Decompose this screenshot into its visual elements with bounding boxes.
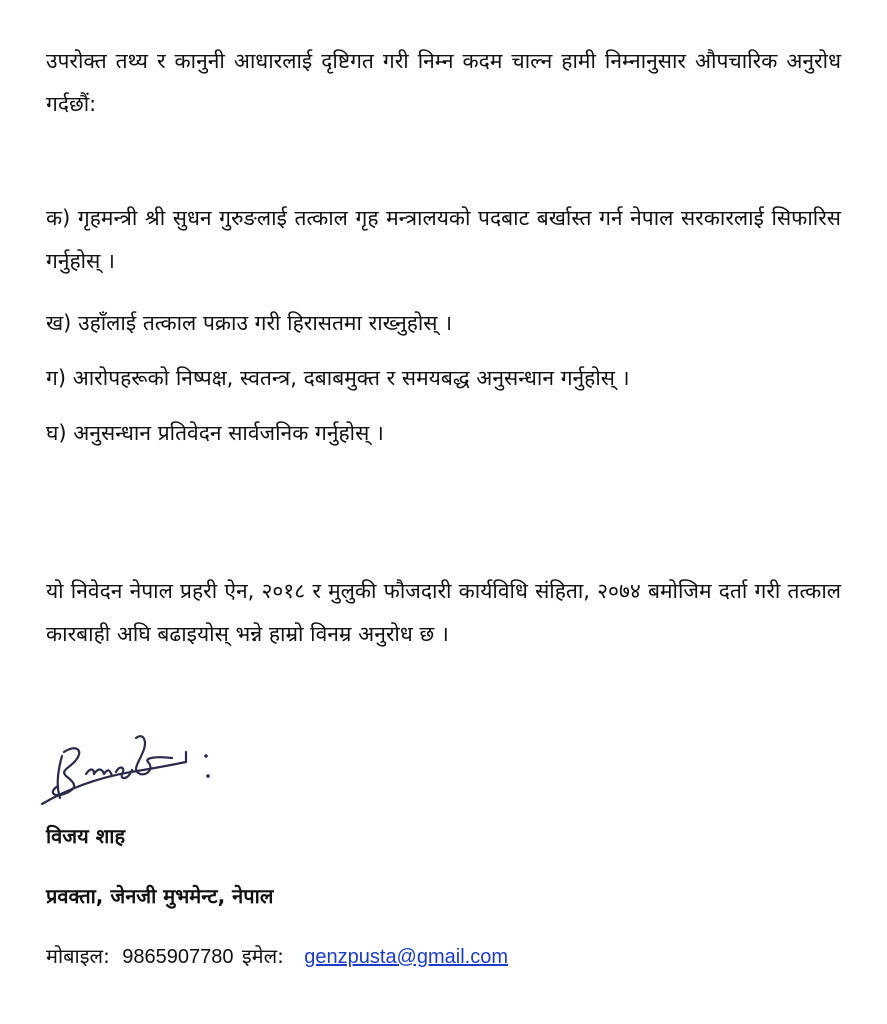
closing-paragraph: यो निवेदन नेपाल प्रहरी ऐन, २०१८ र मुलुकी फौजदारी कार्यविधि संहिता, २०७४ बमोजिम दर्ता गरी तत्काल कारबाही अघि बढाइयोस् भन्ने हाम्रो विनम्र अनुरोध छ । <box>46 579 841 646</box>
request-marker: क) <box>46 206 71 230</box>
request-marker: ग) <box>46 366 67 390</box>
email-link[interactable]: genzpusta@gmail.com <box>304 946 508 968</box>
intro-paragraph: उपरोक्त तथ्य र कानुनी आधारलाई दृष्टिगत गरी निम्न कदम चाल्न हामी निम्नानुसार औपचारिक अनुरोध गर्दछौं: <box>46 49 841 116</box>
request-text: उहाँलाई तत्काल पक्राउ गरी हिरासतमा राख्नुहोस् । <box>78 311 453 335</box>
signatory-title: प्रवक्ता, जेनजी मुभमेन्ट, नेपाल <box>46 884 274 908</box>
request-item-ga <box>46 357 841 400</box>
request-text: गृहमन्त्री श्री सुधन गुरुङलाई तत्काल गृह मन्त्रालयको पदबाट बर्खास्त गर्न नेपाल सरकारलाई सिफारिस गर्नुहोस् । <box>46 206 841 273</box>
request-item-kha <box>46 302 841 345</box>
request-item-gha <box>46 412 841 455</box>
signature-icon <box>36 728 216 810</box>
signatory-name: विजय शाह <box>46 824 126 848</box>
email-label: इमेल: <box>241 944 284 968</box>
request-item-ka <box>46 197 841 283</box>
request-text: आरोपहरूको निष्पक्ष, स्वतन्त्र, दबाबमुक्त र समयबद्ध अनुसन्धान गर्नुहोस् । <box>72 366 630 390</box>
request-marker: ख) <box>46 311 72 335</box>
request-marker: घ) <box>46 421 67 445</box>
mobile-number: 9865907780 <box>122 946 234 968</box>
contact-line <box>46 942 508 969</box>
mobile-label: मोबाइल: <box>46 944 110 968</box>
request-text: अनुसन्धान प्रतिवेदन सार्वजनिक गर्नुहोस् । <box>73 421 384 445</box>
